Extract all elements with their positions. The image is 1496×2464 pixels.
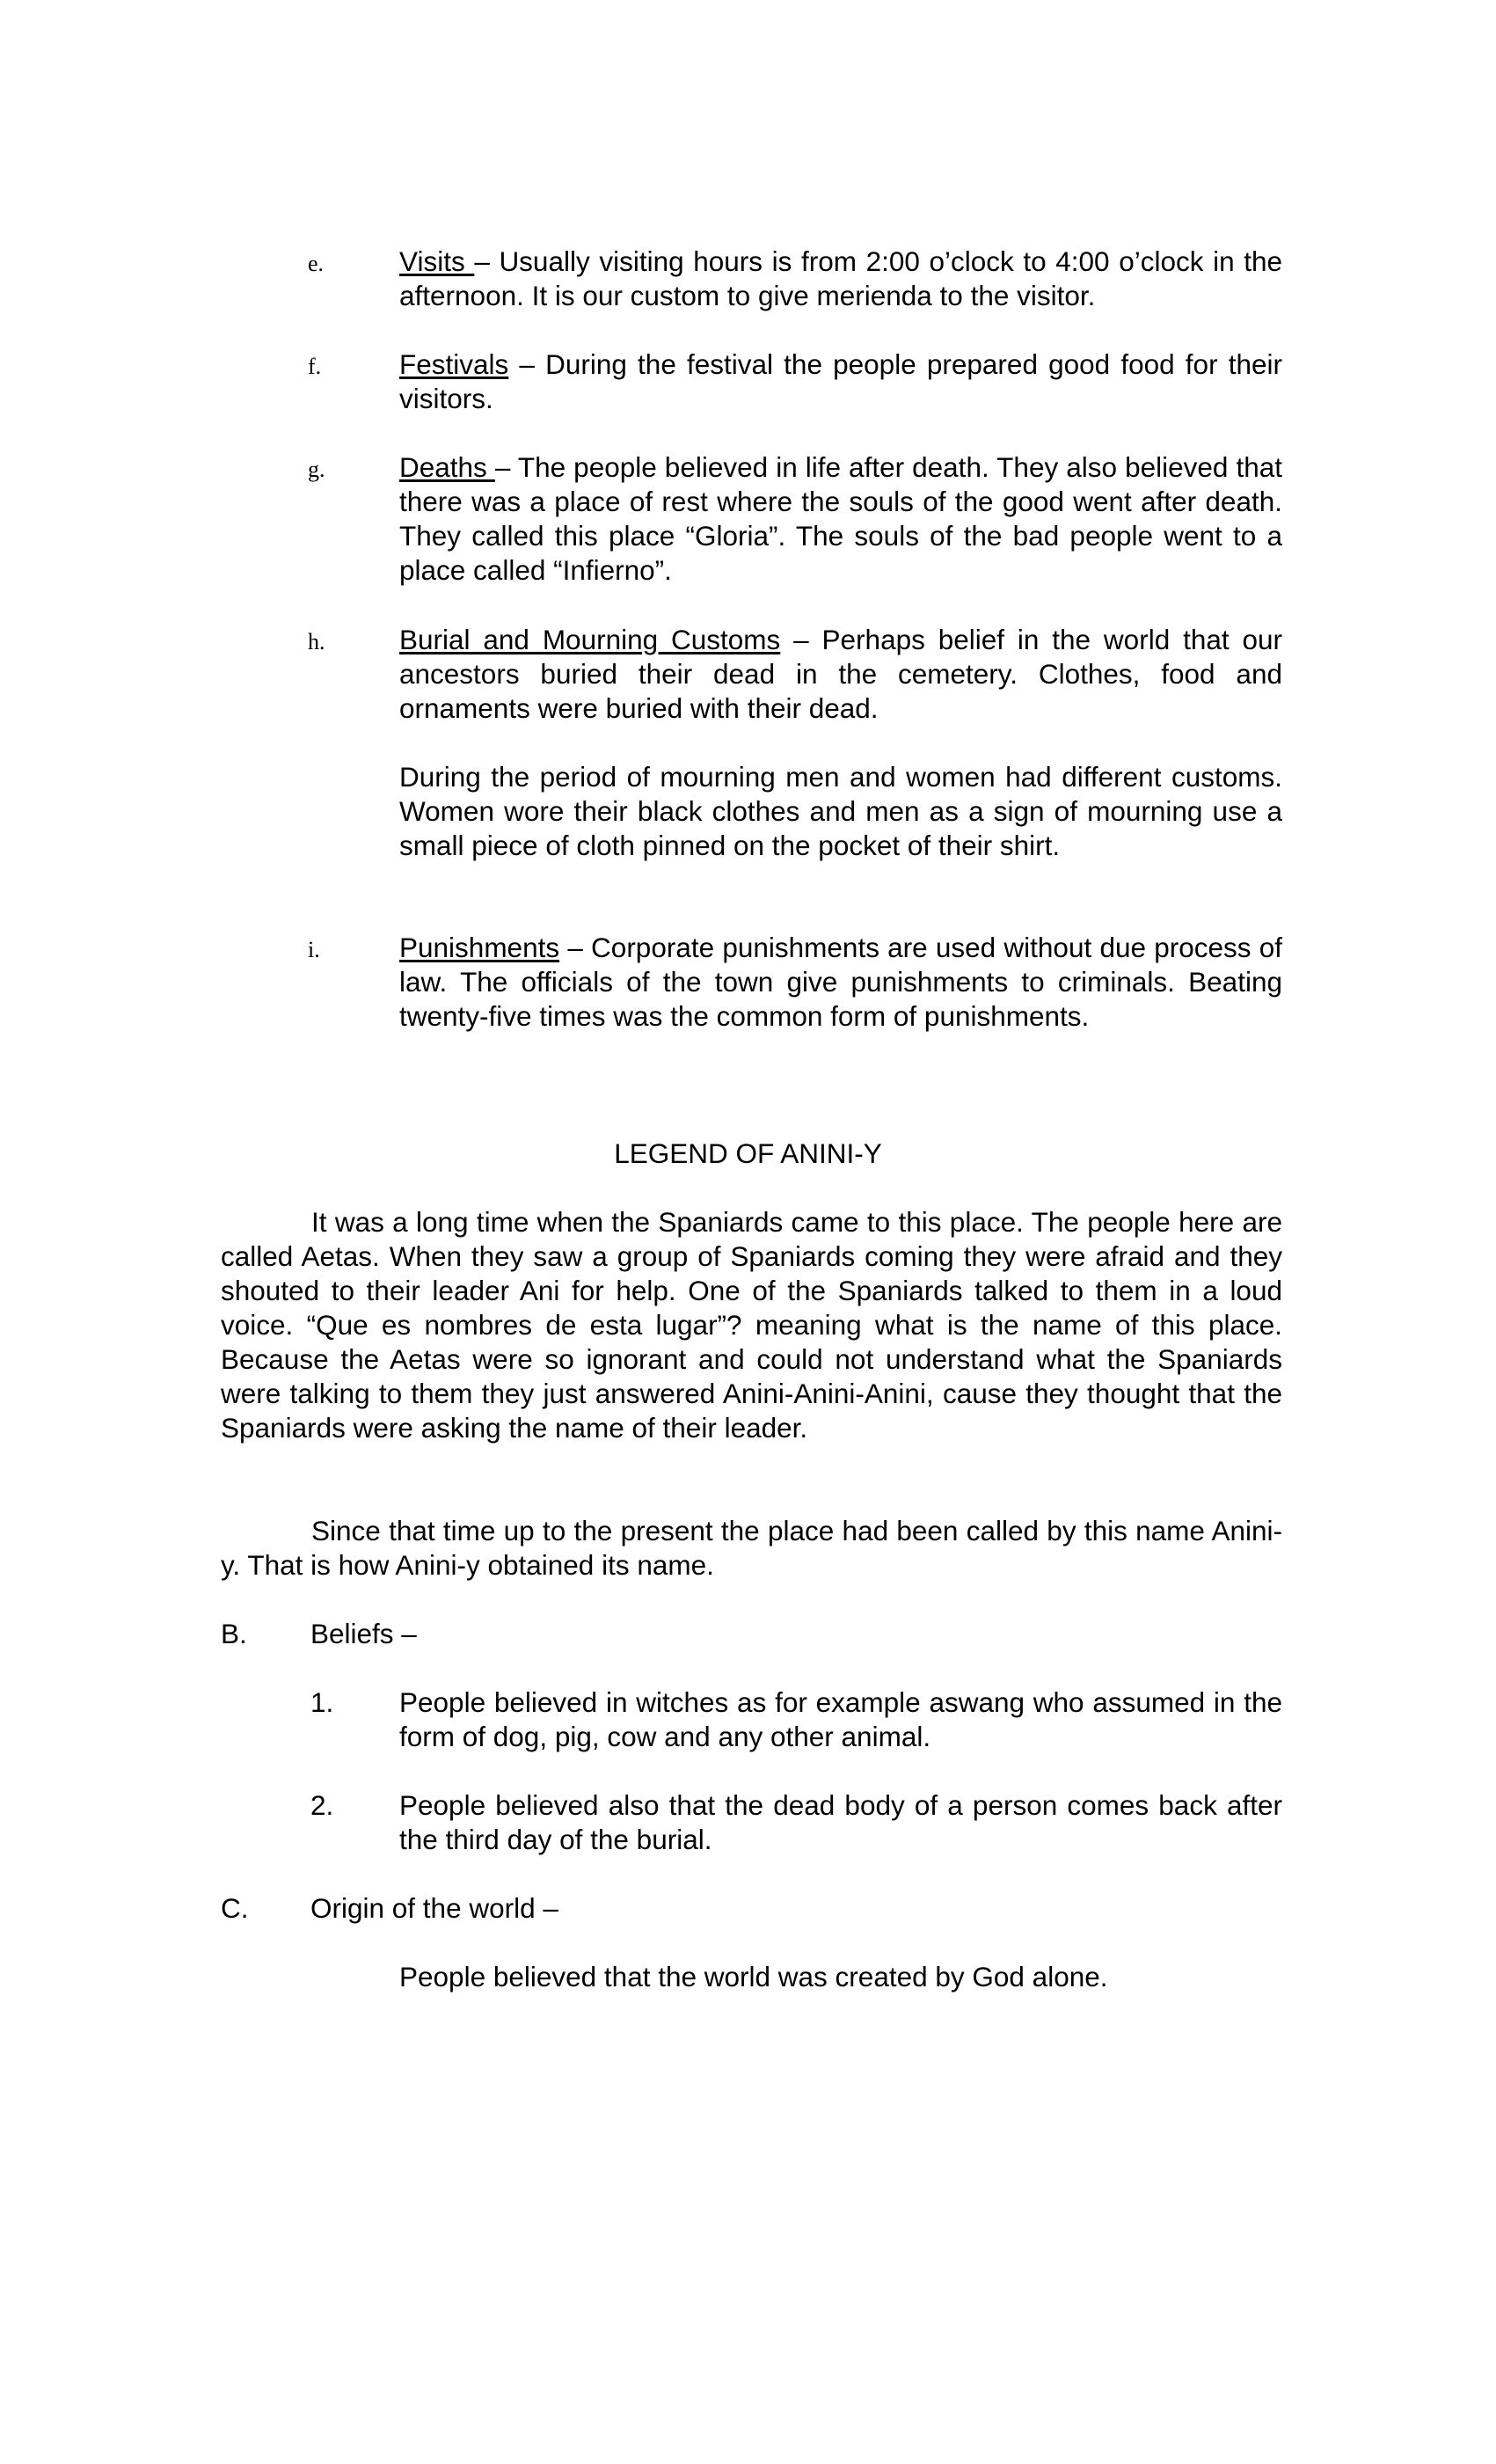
- custom-item-festivals: [399, 347, 1282, 416]
- item-marker-i: i.: [308, 937, 320, 962]
- custom-item-punishments: [399, 931, 1282, 1034]
- custom-text: – During the festival the people prepared good food for their visitors.: [399, 348, 1282, 414]
- section-letter-b: B.: [221, 1618, 247, 1649]
- belief-item-2: People believed also that the dead body of a person comes back after the third day of the burial.: [399, 1789, 1282, 1855]
- custom-term: Visits: [399, 245, 475, 277]
- custom-text: – Usually visiting hours is from 2:00 o’clock to 4:00 o’clock in the afternoon. It is our custom to give merienda to the visitor.: [399, 245, 1282, 311]
- belief-number-1: 1.: [310, 1686, 334, 1718]
- custom-text: – Corporate punishments are used without due process of law. The officials of the town give punishments to criminals. Beating twenty-five times was the common form of punishments.: [399, 932, 1282, 1032]
- item-marker-h: h.: [308, 629, 325, 654]
- item-marker-e: e.: [308, 251, 325, 276]
- custom-term: Festivals: [399, 348, 509, 380]
- custom-item-visits: [399, 245, 1282, 313]
- item-marker-g: g.: [308, 457, 325, 482]
- origin-title: Origin of the world –: [310, 1892, 558, 1924]
- belief-item-1: People believed in witches as for example aswang who assumed in the form of dog, pig, cow and any other animal.: [399, 1686, 1282, 1752]
- belief-number-2: 2.: [310, 1789, 334, 1821]
- custom-text: – Perhaps belief in the world that our ancestors buried their dead in the cemetery. Clothes, food and ornaments were buried with their dead.: [399, 624, 1283, 724]
- origin-text: People believed that the world was created by God alone.: [399, 1961, 1108, 1992]
- beliefs-title: Beliefs –: [310, 1618, 417, 1649]
- custom-item-burial: [399, 623, 1282, 726]
- custom-term: Burial and Mourning Customs: [399, 624, 781, 655]
- legend-paragraph-1: It was a long time when the Spaniards came to this place. The people here are called Aetas. When they saw a group of Spaniards coming they were afraid and they shouted to their leader Ani for help. One of the Spaniards talked to them in a loud voice. “Que es nombres de esta lugar”? meaning what is the name of this place. Because the Aetas were so ignorant and could not understand what the Spaniards were talking to them they just answered Anini-Anini-Anini, cause they thought that the Spaniards were asking the name of their leader.: [221, 1206, 1282, 1444]
- custom-item-deaths: [399, 450, 1282, 588]
- item-marker-f: f.: [308, 354, 322, 379]
- section-letter-c: C.: [221, 1892, 249, 1924]
- legend-title: LEGEND OF ANINI-Y: [614, 1137, 882, 1169]
- legend-paragraph-2: Since that time up to the present the place had been called by this name Anini-y. That is how Anini-y obtained its name.: [221, 1515, 1282, 1581]
- custom-item-burial-mourning: During the period of mourning men and women had different customs. Women wore their black clothes and men as a sign of mourning use a small piece of cloth pinned on the pocket of their shirt.: [399, 761, 1282, 861]
- custom-term: Punishments: [399, 932, 560, 963]
- custom-term: Deaths: [399, 451, 495, 483]
- custom-text: – The people believed in life after death. They also believed that there was a place of rest where the souls of the good went after death. They called this place “Gloria”. The souls of the bad people went to a place called “Infierno”.: [399, 451, 1283, 586]
